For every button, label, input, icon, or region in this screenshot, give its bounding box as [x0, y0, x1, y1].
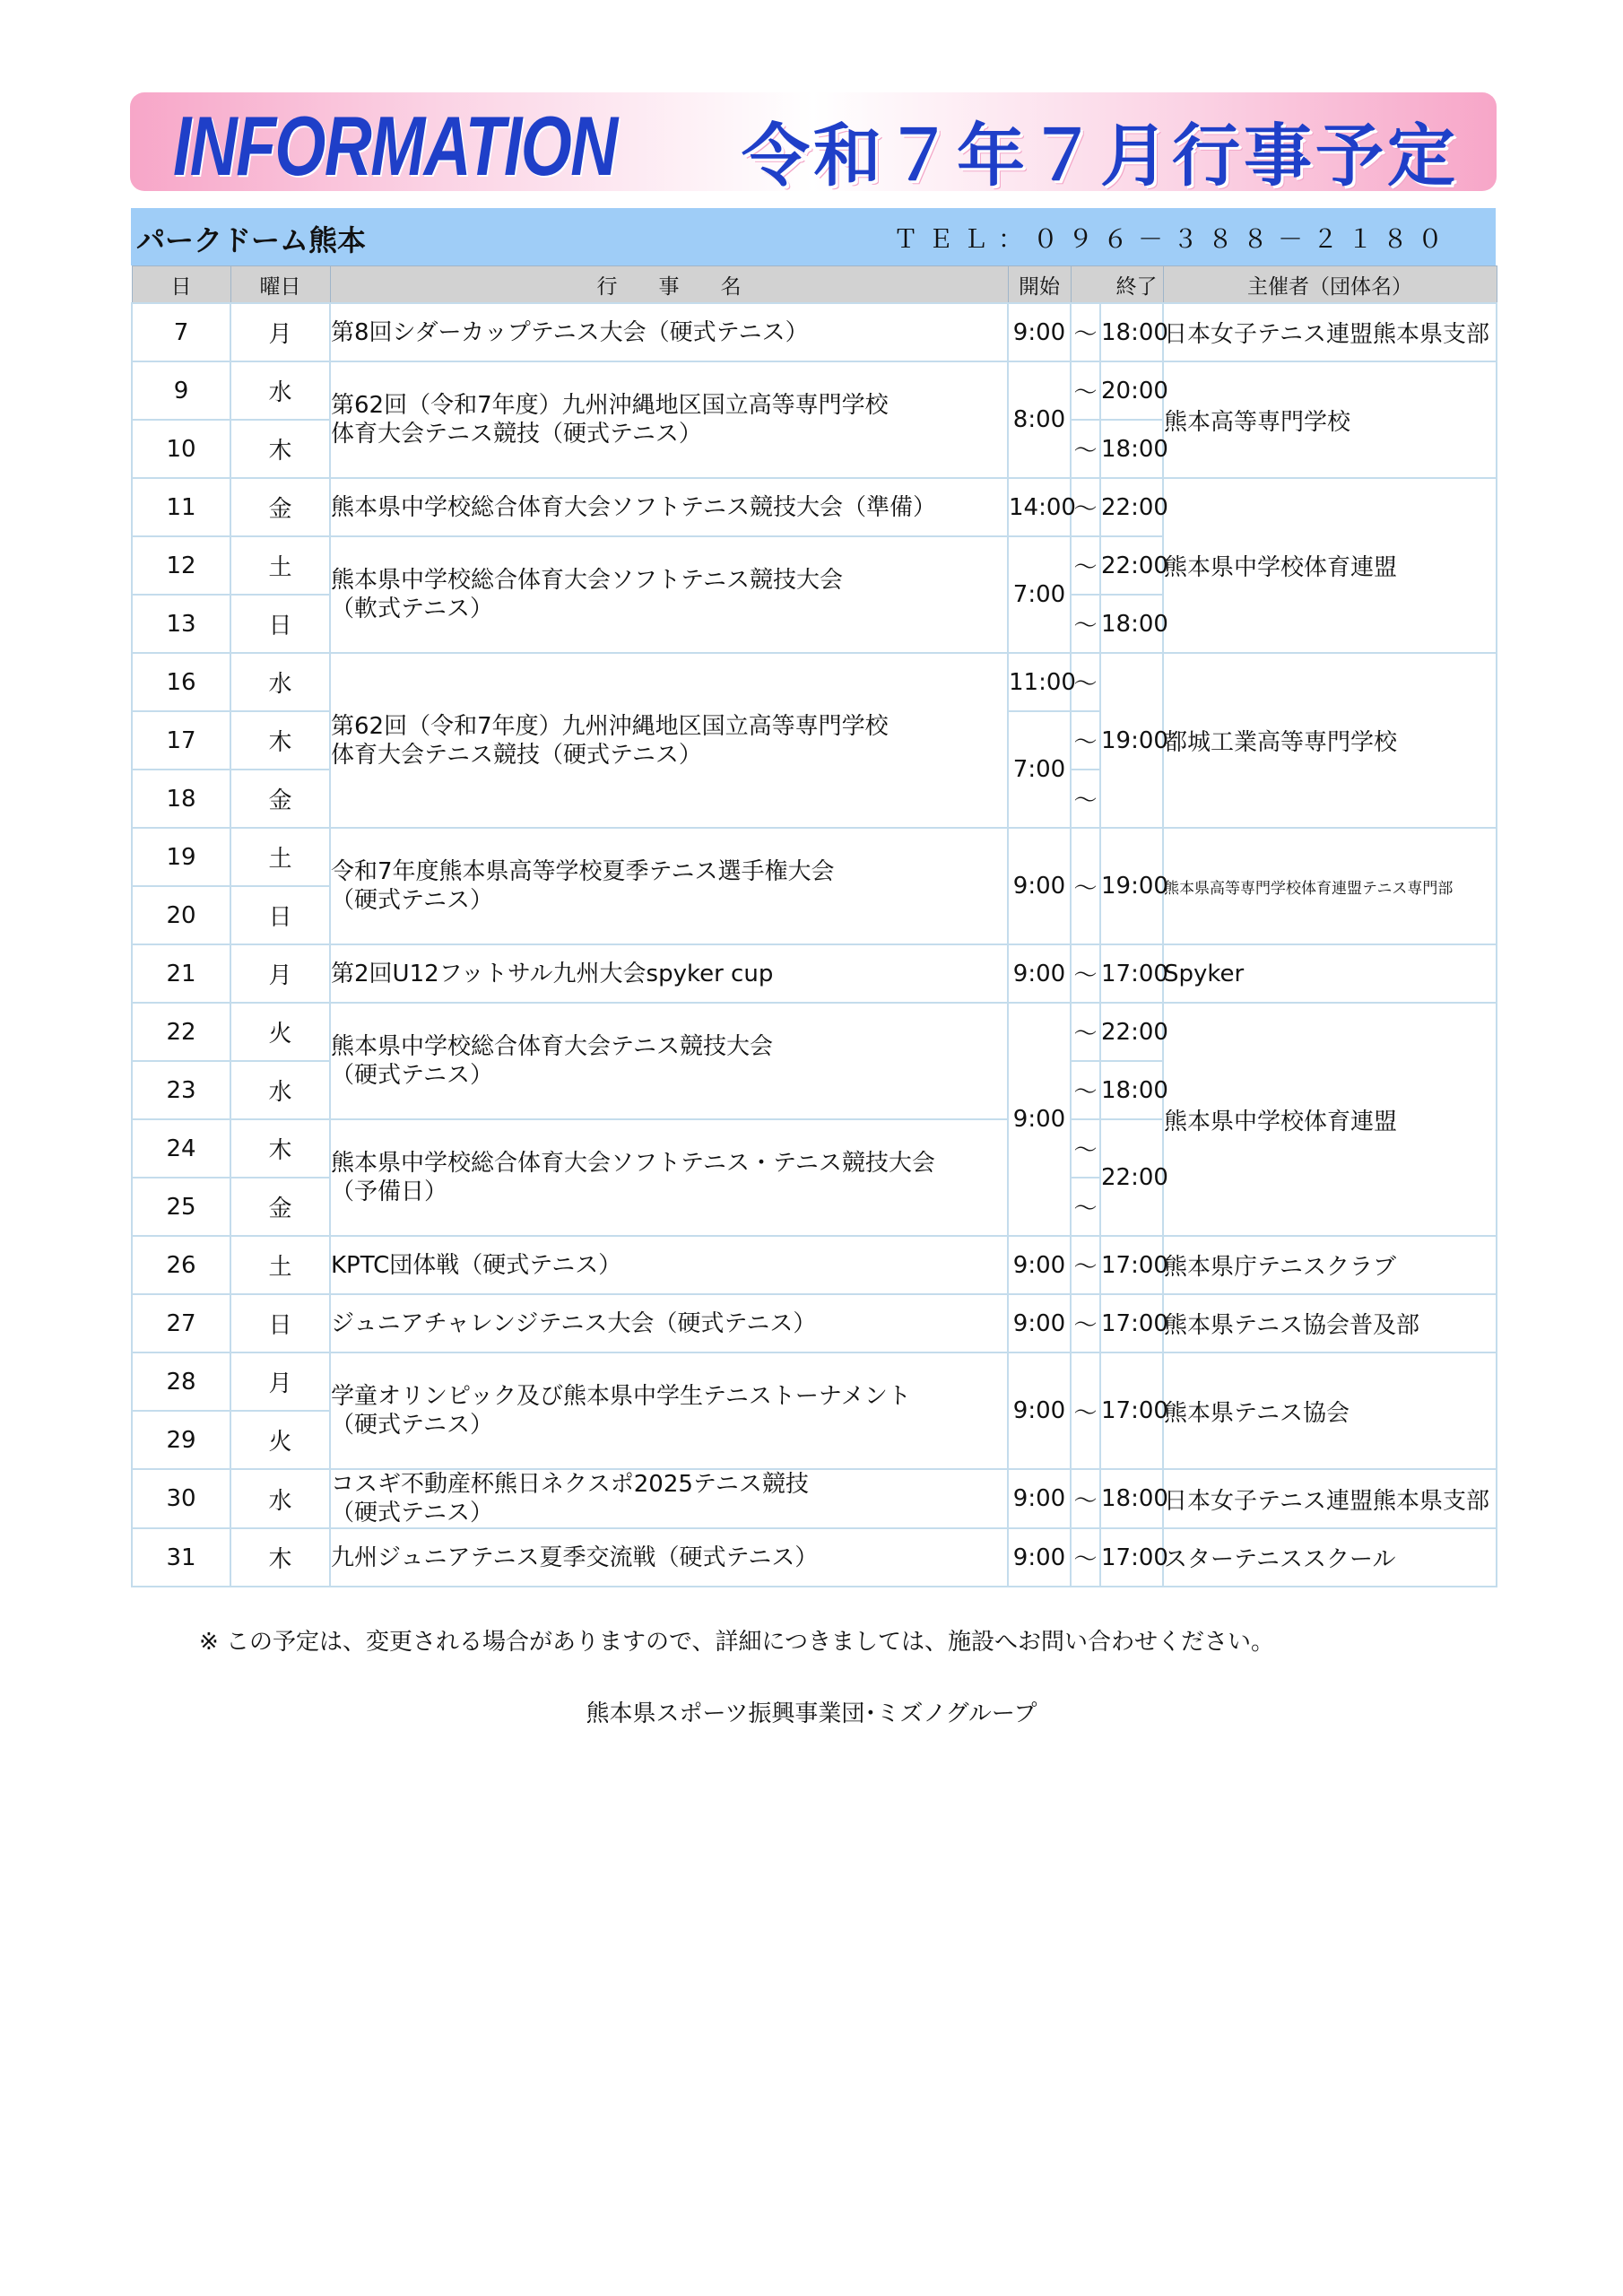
start-cell: 11:00 — [1008, 653, 1071, 711]
tilde-cell: ～ — [1071, 1061, 1100, 1119]
end-cell: 20:00 — [1100, 361, 1163, 420]
venue-phone: ＴＥＬ：０９６－３８８－２１８０ — [892, 224, 1453, 254]
tilde-cell: ～ — [1071, 420, 1100, 478]
event-cell: コスギ不動産杯熊日ネクスポ2025テニス競技 （硬式テニス） — [330, 1469, 1008, 1528]
start-cell: 9:00 — [1008, 1003, 1071, 1236]
end-cell: 22:00 — [1100, 536, 1163, 595]
start-cell: 9:00 — [1008, 1528, 1071, 1587]
organizer-cell: 熊本県庁テニスクラブ — [1163, 1236, 1497, 1294]
organizer-cell: 熊本高等専門学校 — [1163, 361, 1497, 478]
schedule-table — [131, 265, 1497, 1587]
event-cell: 第62回（令和7年度）九州沖縄地区国立高等専門学校 体育大会テニス競技（硬式テニス） — [330, 653, 1008, 828]
tilde-cell: ～ — [1071, 361, 1100, 420]
end-cell: 22:00 — [1100, 1119, 1163, 1236]
tilde-cell: ～ — [1071, 711, 1100, 770]
event-cell: 第2回U12フットサル九州大会spyker cup — [330, 944, 1008, 1003]
start-cell: 9:00 — [1008, 303, 1071, 361]
table-row — [132, 478, 1497, 536]
tilde-cell: ～ — [1071, 1236, 1100, 1294]
tilde-cell: ～ — [1071, 1469, 1100, 1528]
col-header-start: 開始 — [1008, 266, 1071, 304]
tilde-cell: ～ — [1071, 1003, 1100, 1061]
end-cell: 19:00 — [1100, 828, 1163, 944]
tilde-cell: ～ — [1071, 828, 1100, 944]
event-cell: 学童オリンピック及び熊本県中学生テニストーナメント （硬式テニス） — [330, 1352, 1008, 1469]
end-cell: 17:00 — [1100, 944, 1163, 1003]
tilde-cell: ～ — [1071, 1528, 1100, 1587]
venue-name: パークドーム熊本 — [136, 223, 367, 257]
organizer-cell: 日本女子テニス連盟熊本県支部 — [1163, 1469, 1497, 1528]
weekday-cell: 火 — [230, 1003, 330, 1061]
header-banner — [130, 92, 1497, 196]
organizer-cell: 熊本県テニス協会普及部 — [1163, 1294, 1497, 1352]
start-cell: 7:00 — [1008, 711, 1071, 828]
weekday-cell: 火 — [230, 1411, 330, 1469]
day-cell: 22 — [132, 1003, 230, 1061]
weekday-cell: 土 — [230, 1236, 330, 1294]
weekday-cell: 日 — [230, 886, 330, 944]
start-cell: 9:00 — [1008, 944, 1071, 1003]
event-cell: 熊本県中学校総合体育大会ソフトテニス競技大会（準備） — [330, 478, 1008, 536]
weekday-cell: 日 — [230, 1294, 330, 1352]
day-cell: 7 — [132, 303, 230, 361]
weekday-cell: 木 — [230, 1528, 330, 1587]
end-cell: 19:00 — [1100, 653, 1163, 828]
start-cell: 9:00 — [1008, 1236, 1071, 1294]
day-cell: 10 — [132, 420, 230, 478]
weekday-cell: 土 — [230, 536, 330, 595]
start-cell: 9:00 — [1008, 1469, 1071, 1528]
organizer-cell: 熊本県中学校体育連盟 — [1163, 478, 1497, 653]
end-cell: 17:00 — [1100, 1528, 1163, 1587]
day-cell: 16 — [132, 653, 230, 711]
schedule-note: ※ この予定は、変更される場合がありますので、詳細につきましては、施設へお問い合わせください。 — [199, 1629, 1275, 1656]
tilde-cell: ～ — [1071, 1294, 1100, 1352]
day-cell: 9 — [132, 361, 230, 420]
day-cell: 24 — [132, 1119, 230, 1178]
table-row — [132, 1294, 1497, 1352]
tilde-cell: ～ — [1071, 1178, 1100, 1236]
tilde-cell: ～ — [1071, 478, 1100, 536]
weekday-cell: 金 — [230, 770, 330, 828]
day-cell: 25 — [132, 1178, 230, 1236]
day-cell: 18 — [132, 770, 230, 828]
footer-organization: 熊本県スポーツ振興事業団･ミズノグループ — [586, 1700, 1037, 1727]
event-cell: 令和7年度熊本県高等学校夏季テニス選手権大会 （硬式テニス） — [330, 828, 1008, 944]
tilde-cell: ～ — [1071, 1119, 1100, 1178]
end-cell: 22:00 — [1100, 1003, 1163, 1061]
start-cell: 9:00 — [1008, 1294, 1071, 1352]
start-cell: 8:00 — [1008, 361, 1071, 478]
organizer-cell: Spyker — [1163, 944, 1497, 1003]
venue-bar — [131, 208, 1496, 265]
end-cell: 17:00 — [1100, 1294, 1163, 1352]
start-cell: 9:00 — [1008, 1352, 1071, 1469]
weekday-cell: 水 — [230, 653, 330, 711]
event-cell: 熊本県中学校総合体育大会ソフトテニス・テニス競技大会 （予備日） — [330, 1119, 1008, 1236]
col-header-event: 行 事 名 — [330, 266, 1008, 304]
organizer-cell: 都城工業高等専門学校 — [1163, 653, 1497, 828]
tilde-cell: ～ — [1071, 944, 1100, 1003]
table-row — [132, 1236, 1497, 1294]
day-cell: 20 — [132, 886, 230, 944]
day-cell: 13 — [132, 595, 230, 653]
organizer-cell: 熊本県中学校体育連盟 — [1163, 1003, 1497, 1236]
day-cell: 21 — [132, 944, 230, 1003]
table-header-row — [132, 266, 1497, 304]
end-cell: 18:00 — [1100, 595, 1163, 653]
organizer-cell: 熊本県高等専門学校体育連盟テニス専門部 — [1163, 828, 1497, 944]
tilde-cell: ～ — [1071, 536, 1100, 595]
col-header-day: 日 — [132, 266, 230, 304]
weekday-cell: 金 — [230, 478, 330, 536]
tilde-cell: ～ — [1071, 595, 1100, 653]
event-cell: KPTC団体戦（硬式テニス） — [330, 1236, 1008, 1294]
end-cell: 18:00 — [1100, 1469, 1163, 1528]
tilde-cell: ～ — [1071, 653, 1100, 711]
day-cell: 23 — [132, 1061, 230, 1119]
day-cell: 27 — [132, 1294, 230, 1352]
day-cell: 17 — [132, 711, 230, 770]
page-title: 令和７年７月行事予定 — [742, 116, 1459, 196]
event-cell: 熊本県中学校総合体育大会テニス競技大会 （硬式テニス） — [330, 1003, 1008, 1119]
weekday-cell: 木 — [230, 711, 330, 770]
event-cell: 熊本県中学校総合体育大会ソフトテニス競技大会 （軟式テニス） — [330, 536, 1008, 653]
start-cell: 14:00 — [1008, 478, 1071, 536]
weekday-cell: 月 — [230, 1352, 330, 1411]
weekday-cell: 木 — [230, 1119, 330, 1178]
table-row — [132, 1352, 1497, 1411]
organizer-cell: スターテニススクール — [1163, 1528, 1497, 1587]
end-cell: 18:00 — [1100, 303, 1163, 361]
end-cell: 22:00 — [1100, 478, 1163, 536]
table-row — [132, 361, 1497, 420]
organizer-cell: 日本女子テニス連盟熊本県支部 — [1163, 303, 1497, 361]
col-header-end: 終了 — [1071, 266, 1163, 304]
tilde-cell: ～ — [1071, 1352, 1100, 1469]
start-cell: 9:00 — [1008, 828, 1071, 944]
event-cell: ジュニアチャレンジテニス大会（硬式テニス） — [330, 1294, 1008, 1352]
event-cell: 九州ジュニアテニス夏季交流戦（硬式テニス） — [330, 1528, 1008, 1587]
table-row — [132, 944, 1497, 1003]
end-cell: 17:00 — [1100, 1352, 1163, 1469]
col-header-weekday: 曜日 — [230, 266, 330, 304]
end-cell: 18:00 — [1100, 1061, 1163, 1119]
end-cell: 18:00 — [1100, 420, 1163, 478]
weekday-cell: 月 — [230, 944, 330, 1003]
event-cell: 第62回（令和7年度）九州沖縄地区国立高等専門学校 体育大会テニス競技（硬式テニス） — [330, 361, 1008, 478]
day-cell: 19 — [132, 828, 230, 886]
weekday-cell: 日 — [230, 595, 330, 653]
organizer-cell: 熊本県テニス協会 — [1163, 1352, 1497, 1469]
day-cell: 29 — [132, 1411, 230, 1469]
weekday-cell: 木 — [230, 420, 330, 478]
weekday-cell: 水 — [230, 1061, 330, 1119]
weekday-cell: 水 — [230, 361, 330, 420]
table-row — [132, 1469, 1497, 1528]
col-header-organizer: 主催者（団体名） — [1163, 266, 1497, 304]
weekday-cell: 土 — [230, 828, 330, 886]
day-cell: 26 — [132, 1236, 230, 1294]
tilde-cell: ～ — [1071, 770, 1100, 828]
table-row — [132, 1003, 1497, 1061]
day-cell: 30 — [132, 1469, 230, 1528]
weekday-cell: 金 — [230, 1178, 330, 1236]
table-row — [132, 1528, 1497, 1587]
table-row — [132, 303, 1497, 361]
table-row — [132, 828, 1497, 886]
table-row — [132, 653, 1497, 711]
day-cell: 28 — [132, 1352, 230, 1411]
end-cell: 17:00 — [1100, 1236, 1163, 1294]
start-cell: 7:00 — [1008, 536, 1071, 653]
tilde-cell: ～ — [1071, 303, 1100, 361]
day-cell: 12 — [132, 536, 230, 595]
event-cell: 第8回シダーカップテニス大会（硬式テニス） — [330, 303, 1008, 361]
banner-information-text: INFORMATION — [173, 99, 617, 193]
day-cell: 11 — [132, 478, 230, 536]
day-cell: 31 — [132, 1528, 230, 1587]
weekday-cell: 水 — [230, 1469, 330, 1528]
weekday-cell: 月 — [230, 303, 330, 361]
